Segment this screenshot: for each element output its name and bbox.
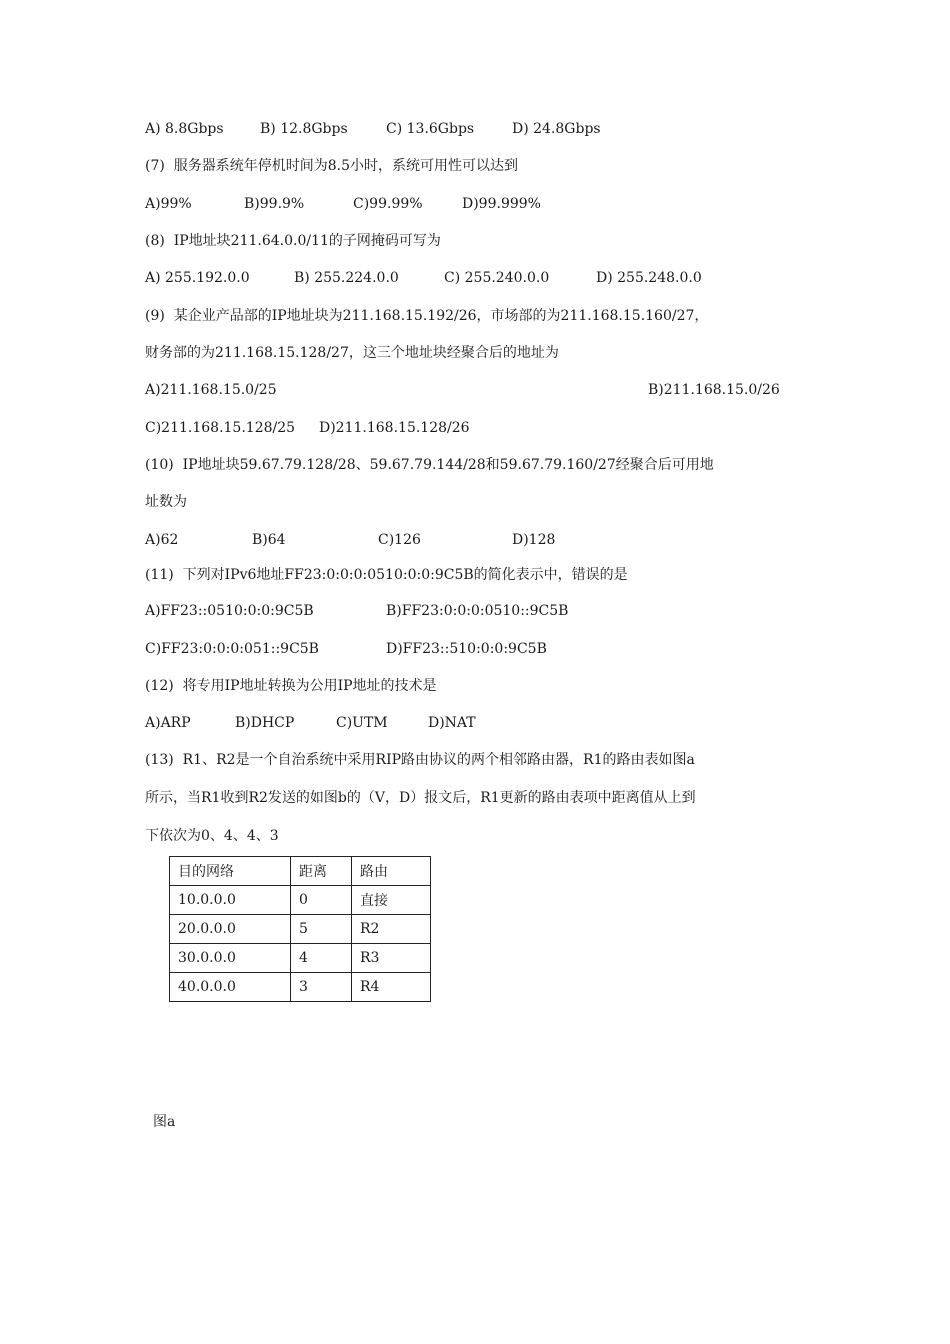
q6-option-c: C) 13.6Gbps [386, 121, 475, 137]
q10-stem-line2: 址数为 [145, 494, 187, 510]
table-cell: R2 [352, 915, 431, 944]
table-cell: 10.0.0.0 [170, 886, 291, 915]
q7-option-b: B)99.9% [244, 196, 305, 212]
q7-option-d: D)99.999% [462, 196, 541, 212]
table-cell: 20.0.0.0 [170, 915, 291, 944]
q9-option-c: C)211.168.15.128/25 [145, 420, 296, 436]
q12-option-d: D)NAT [428, 715, 476, 731]
figure-caption: 图a [153, 1114, 176, 1130]
table-cell: 5 [291, 915, 352, 944]
q10-stem-line1: (10) IP地址块59.67.79.128/28、59.67.79.144/28和59.67.79.160/27经聚合后可用地 [145, 457, 714, 473]
q13-stem-line2: 所示，当R1收到R2发送的如图b的（V，D）报文后，R1更新的路由表项中距离值从上到 [145, 790, 696, 806]
q11-option-b: B)FF23:0:0:0:0510::9C5B [386, 603, 569, 619]
table-row [170, 915, 431, 944]
table-cell: 4 [291, 944, 352, 973]
q9-stem-line2: 财务部的为211.168.15.128/27，这三个地址块经聚合后的地址为 [145, 345, 559, 361]
q8-option-a: A) 255.192.0.0 [145, 270, 250, 286]
table-cell: 30.0.0.0 [170, 944, 291, 973]
q8-option-b: B) 255.224.0.0 [294, 270, 399, 286]
table-header-cell: 距离 [291, 857, 352, 886]
table-cell: 40.0.0.0 [170, 973, 291, 1002]
q7-stem: (7) 服务器系统年停机时间为8.5小时，系统可用性可以达到 [145, 158, 518, 174]
q9-option-b: B)211.168.15.0/26 [648, 382, 780, 398]
q12-option-c: C)UTM [336, 715, 388, 731]
q6-option-d: D) 24.8Gbps [512, 121, 601, 137]
q11-stem: (11) 下列对IPv6地址FF23:0:0:0:0510:0:0:9C5B的简化表示中，错误的是 [145, 567, 628, 583]
q12-stem: (12) 将专用IP地址转换为公用IP地址的技术是 [145, 678, 437, 694]
table-cell: 3 [291, 973, 352, 1002]
table-row [170, 973, 431, 1002]
routing-table [169, 856, 431, 1002]
q9-option-a: A)211.168.15.0/25 [145, 382, 277, 398]
table-row [170, 886, 431, 915]
q12-option-a: A)ARP [145, 715, 191, 731]
table-header-cell: 路由 [352, 857, 431, 886]
q11-option-a: A)FF23::0510:0:0:9C5B [145, 603, 314, 619]
table-row [170, 944, 431, 973]
q13-stem-line3: 下依次为0、4、4、3 [145, 828, 279, 844]
q6-option-b: B) 12.8Gbps [260, 121, 348, 137]
table-cell: R3 [352, 944, 431, 973]
q11-option-d: D)FF23::510:0:0:9C5B [386, 641, 547, 657]
table-header-row [170, 857, 431, 886]
q8-stem: (8) IP地址块211.64.0.0/11的子网掩码可写为 [145, 233, 441, 249]
q9-stem-line1: (9) 某企业产品部的IP地址块为211.168.15.192/26，市场部的为211.168.15.160/27， [145, 308, 709, 324]
table-cell: 直接 [352, 886, 431, 915]
q10-option-a: A)62 [145, 532, 179, 548]
q10-option-b: B)64 [252, 532, 286, 548]
q11-option-c: C)FF23:0:0:0:051::9C5B [145, 641, 319, 657]
q13-stem-line1: (13) R1、R2是一个自治系统中采用RIP路由协议的两个相邻路由器，R1的路由表如图a [145, 752, 695, 768]
q9-option-d: D)211.168.15.128/26 [319, 420, 470, 436]
table-cell: R4 [352, 973, 431, 1002]
q10-option-d: D)128 [512, 532, 556, 548]
q10-option-c: C)126 [378, 532, 421, 548]
q6-option-a: A) 8.8Gbps [145, 121, 224, 137]
q8-option-d: D) 255.248.0.0 [596, 270, 702, 286]
table-header-cell: 目的网络 [170, 857, 291, 886]
q12-option-b: B)DHCP [235, 715, 295, 731]
table-cell: 0 [291, 886, 352, 915]
q8-option-c: C) 255.240.0.0 [444, 270, 550, 286]
q7-option-c: C)99.99% [353, 196, 423, 212]
q7-option-a: A)99% [145, 196, 192, 212]
